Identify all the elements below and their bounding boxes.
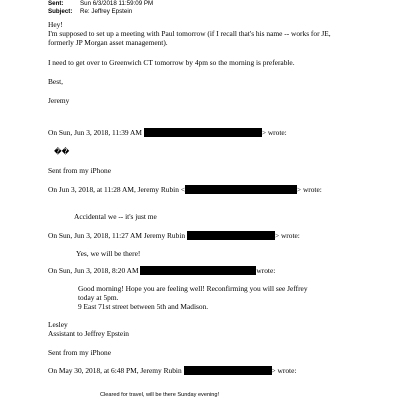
- reply-header-5: [48, 366, 296, 375]
- reply-intro: On Jun 3, 2018, at 11:28 AM, Jeremy Rubin <: [48, 185, 185, 194]
- sent-row: [48, 0, 153, 7]
- reply-header-3: [48, 231, 300, 240]
- redaction-bar: [140, 266, 256, 275]
- reply-content-2: Accidental we -- it's just me: [74, 212, 157, 221]
- sig-title: Assistant to Jeffrey Epstein: [48, 329, 129, 338]
- reply-content-3: Yes, we will be there!: [76, 249, 141, 258]
- paragraph-2: I need to get over to Greenwich CT tomorrow by 4pm so the morning is preferable.: [48, 58, 295, 67]
- reply-intro: On May 30, 2018, at 6:48 PM, Jeremy Rubin: [48, 366, 182, 375]
- reply-header-1: [48, 128, 287, 137]
- sent-from-4: Sent from my iPhone: [48, 348, 112, 357]
- reply-header-4: [48, 266, 275, 275]
- subject-label: Subject:: [48, 8, 73, 15]
- subject-row: [48, 8, 132, 15]
- greeting: Hey!: [48, 20, 63, 29]
- reply-content-5: Cleared for travel, will be there Sunday evening!: [100, 392, 220, 398]
- reply-intro: On Sun, Jun 3, 2018, 11:39 AM: [48, 128, 142, 137]
- redaction-bar: [187, 231, 275, 240]
- sent-value: Sun 6/3/2018 11:59:09 PM: [80, 0, 154, 7]
- redaction-bar: [184, 366, 272, 375]
- reply-content-4-line-2: today at 5pm.: [78, 293, 119, 302]
- reply-wrote: > wrote:: [271, 366, 297, 375]
- reply-content-4-line-1: Good morning! Hope you are feeling well! Reconfirming you will see Jeffrey: [78, 284, 308, 293]
- reply-wrote: wrote:: [256, 266, 276, 275]
- redaction-bar: [144, 128, 262, 137]
- reply-intro: On Sun, Jun 3, 2018, 11:27 AM Jeremy Rubin: [48, 231, 186, 240]
- paragraph-1: I'm supposed to set up a meeting with Paul tomorrow (if I recall that's his name -- works for JE, formerly JP Morgan asset management).: [48, 29, 331, 47]
- reply-header-2: [48, 185, 322, 194]
- sent-from-1: Sent from my iPhone: [48, 166, 112, 175]
- reply-content-1: ��: [54, 147, 70, 156]
- closing: Best,: [48, 77, 63, 86]
- sig-name: Lesley: [48, 320, 68, 329]
- subject-value: Re: Jeffrey Epstein: [80, 8, 133, 15]
- reply-wrote: > wrote:: [296, 185, 322, 194]
- reply-wrote: > wrote:: [261, 128, 287, 137]
- sent-label: Sent:: [48, 0, 64, 7]
- reply-intro: On Sun, Jun 3, 2018, 8:20 AM: [48, 266, 139, 275]
- reply-content-4-line-3: 9 East 71st street between 5th and Madison.: [78, 302, 209, 311]
- signature: Jeremy: [48, 96, 70, 105]
- redaction-bar: [185, 185, 297, 194]
- reply-wrote: > wrote:: [274, 231, 300, 240]
